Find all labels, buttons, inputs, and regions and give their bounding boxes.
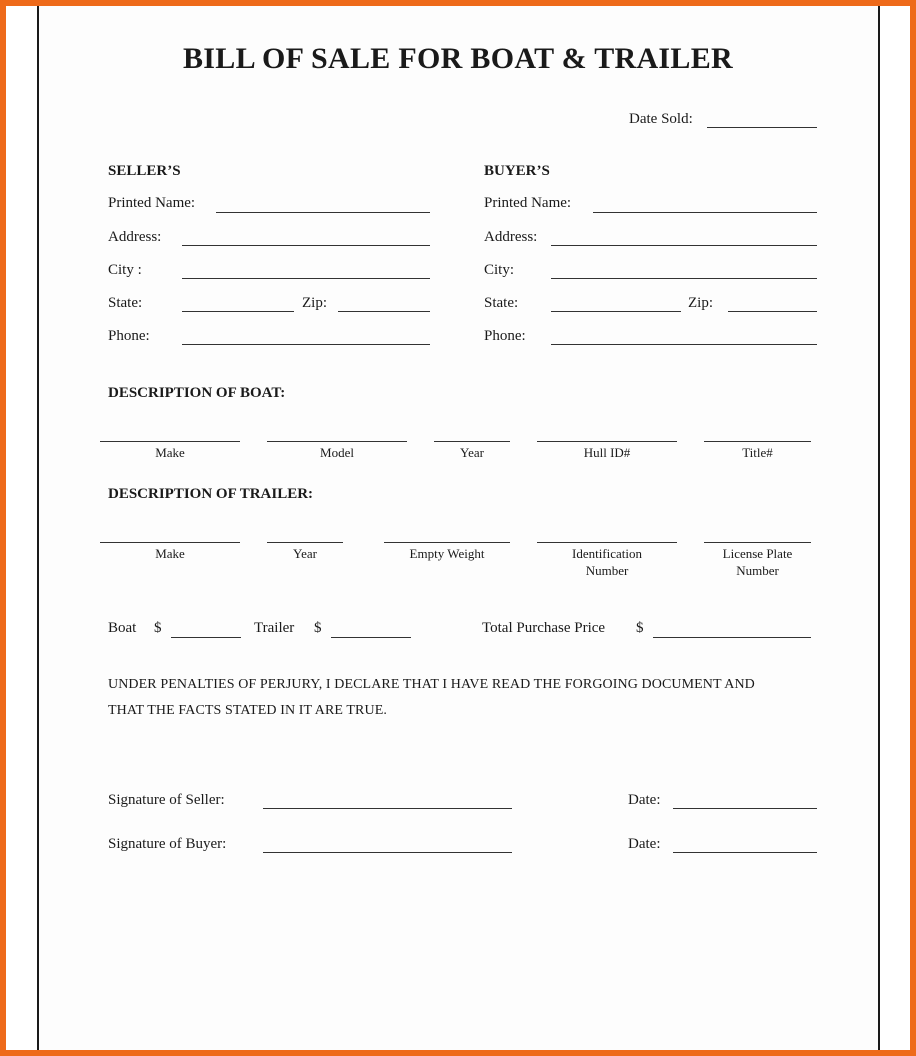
trailer-price-currency: $: [314, 620, 322, 636]
seller-phone-label: Phone:: [108, 328, 150, 344]
buyer-signature-label: Signature of Buyer:: [108, 836, 227, 852]
boat-make-caption: Make: [155, 445, 185, 460]
buyer-phone-field[interactable]: [551, 344, 817, 345]
total-price-label: Total Purchase Price: [482, 620, 606, 636]
trailer-heading: DESCRIPTION OF TRAILER:: [108, 486, 314, 502]
seller-heading: SELLER’S: [108, 163, 181, 179]
seller-address-field[interactable]: [182, 245, 430, 246]
trailer-identification-field[interactable]: [537, 542, 677, 543]
seller-zip-label: Zip:: [302, 295, 327, 311]
date-sold-label: Date Sold:: [629, 111, 693, 127]
seller-printed-name-field[interactable]: [216, 212, 430, 213]
trailer-license-plate-caption: License Plate Number: [722, 546, 793, 578]
boat-model-caption: Model: [320, 445, 354, 460]
buyer-address-field[interactable]: [551, 245, 817, 246]
buyer-address-label: Address:: [484, 229, 538, 245]
declaration-line-2: THAT THE FACTS STATED IN IT ARE TRUE.: [108, 703, 387, 718]
trailer-price-field[interactable]: [331, 637, 411, 638]
seller-signature-field[interactable]: [263, 808, 512, 809]
trailer-year-caption: Year: [293, 546, 317, 561]
boat-price-field[interactable]: [171, 637, 241, 638]
buyer-city-label: City:: [484, 262, 515, 278]
seller-city-field[interactable]: [182, 278, 430, 279]
trailer-make-field[interactable]: [100, 542, 240, 543]
boat-hull-id-caption: Hull ID#: [583, 445, 631, 460]
buyer-signature-field[interactable]: [263, 852, 512, 853]
buyer-date-label: Date:: [628, 836, 661, 852]
seller-date-field[interactable]: [673, 808, 817, 809]
buyer-zip-label: Zip:: [688, 295, 713, 311]
boat-title-caption: Title#: [742, 445, 773, 460]
seller-phone-field[interactable]: [182, 344, 430, 345]
document-title: BILL OF SALE FOR BOAT & TRAILER: [183, 42, 733, 75]
total-price-field[interactable]: [653, 637, 811, 638]
trailer-price-label: Trailer: [254, 620, 295, 636]
buyer-state-field[interactable]: [551, 311, 681, 312]
seller-city-label: City :: [108, 262, 142, 278]
seller-address-label: Address:: [108, 229, 162, 245]
buyer-phone-label: Phone:: [484, 328, 526, 344]
buyer-state-label: State:: [484, 295, 519, 311]
buyer-city-field[interactable]: [551, 278, 817, 279]
boat-price-label: Boat: [108, 620, 137, 636]
buyer-printed-name-label: Printed Name:: [484, 195, 572, 211]
seller-date-label: Date:: [628, 792, 661, 808]
seller-signature-label: Signature of Seller:: [108, 792, 225, 808]
boat-year-caption: Year: [460, 445, 484, 460]
trailer-empty-weight-field[interactable]: [384, 542, 510, 543]
trailer-license-plate-field[interactable]: [704, 542, 811, 543]
trailer-make-caption: Make: [155, 546, 185, 561]
date-sold-field[interactable]: [707, 127, 817, 128]
seller-zip-field[interactable]: [338, 311, 430, 312]
total-price-currency: $: [636, 620, 644, 636]
trailer-identification-caption: Identification Number: [571, 546, 643, 578]
boat-title-field[interactable]: [704, 441, 811, 442]
boat-heading: DESCRIPTION OF BOAT:: [108, 385, 286, 401]
seller-printed-name-label: Printed Name:: [108, 195, 196, 211]
buyer-heading: BUYER’S: [484, 163, 550, 179]
buyer-date-field[interactable]: [673, 852, 817, 853]
boat-price-currency: $: [154, 620, 162, 636]
boat-model-field[interactable]: [267, 441, 407, 442]
buyer-printed-name-field[interactable]: [593, 212, 817, 213]
seller-state-label: State:: [108, 295, 143, 311]
declaration-line-1: UNDER PENALTIES OF PERJURY, I DECLARE THAT I HAVE READ THE FORGOING DOCUMENT AND: [108, 677, 755, 692]
trailer-year-field[interactable]: [267, 542, 343, 543]
seller-state-field[interactable]: [182, 311, 294, 312]
trailer-empty-weight-caption: Empty Weight: [409, 546, 485, 561]
boat-make-field[interactable]: [100, 441, 240, 442]
buyer-zip-field[interactable]: [728, 311, 817, 312]
boat-hull-id-field[interactable]: [537, 441, 677, 442]
boat-year-field[interactable]: [434, 441, 510, 442]
